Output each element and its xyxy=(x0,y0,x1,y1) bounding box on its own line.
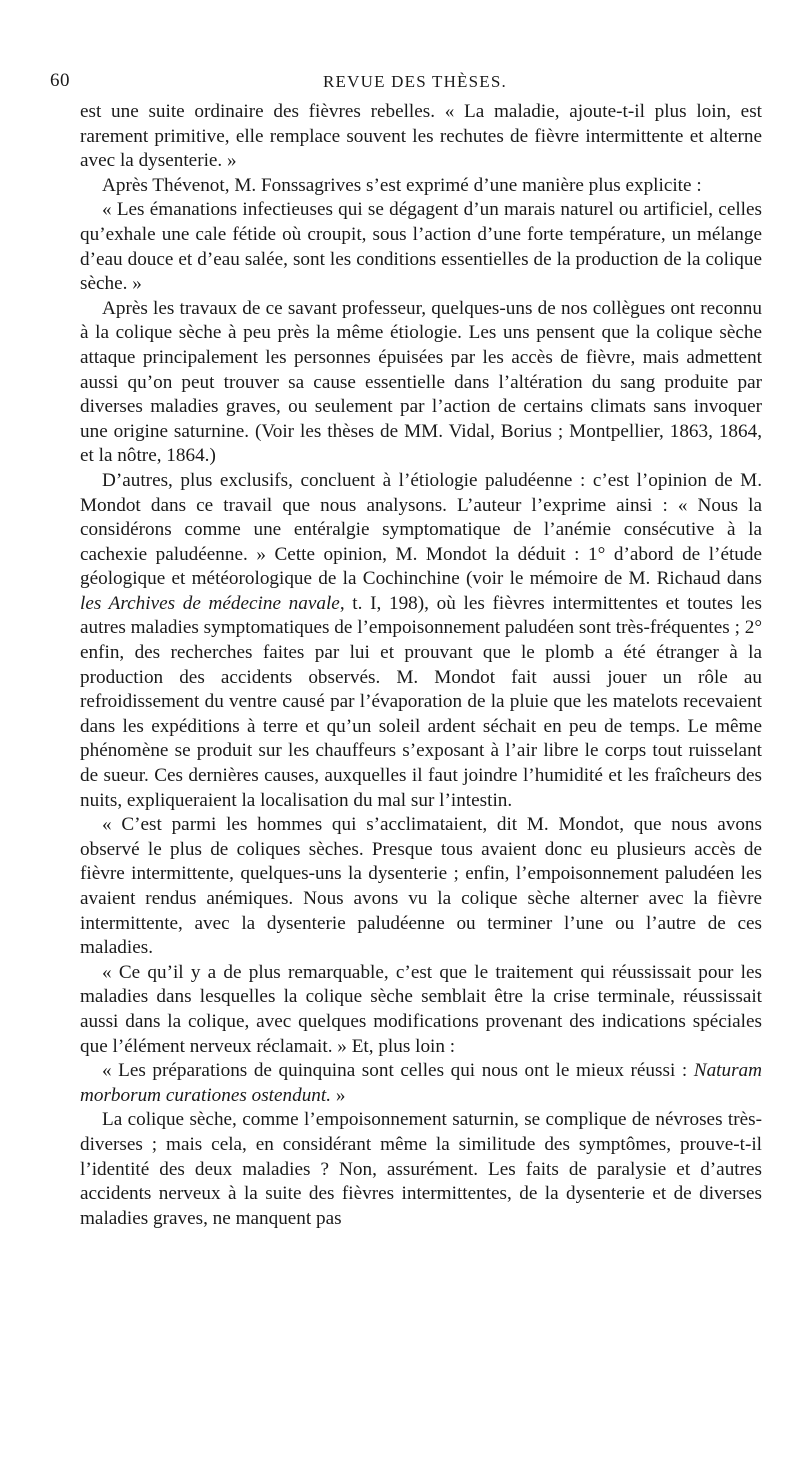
paragraph xyxy=(80,1059,762,1108)
paragraph: Après les travaux de ce savant professeur, quelques-uns de nos collègues ont reconnu à la colique sèche à peu près la même étiologie. Les uns pensent que la colique sèche attaque principalement les personnes épuisées par les accès de fièvre, mais admettent aussi qu’on peut trouver sa cause essentielle dans l’altération du sang produite par diverses maladies graves, ou seulement par l’action de certains climats sans invoquer une origine saturnine. (Voir les thèses de MM. Vidal, Borius ; Montpellier, 1863, 1864, et la nôtre, 1864.) xyxy=(80,297,762,467)
body-text xyxy=(80,100,762,1231)
paragraph-text: « Les préparations de quinquina sont celles qui nous ont le mieux réussi : xyxy=(102,1060,694,1082)
page-number: 60 xyxy=(50,70,70,91)
page-header xyxy=(50,66,760,92)
paragraph-text: , t. I, 198), où les fièvres intermittentes et toutes les autres maladies symptomatiques de l’empoisonnement paludéen sont très-fréquentes ; 2° enfin, des recherches faites par lui et prouvant que le plomb a été étranger à la production des accidents observés. M. Mondot fait aussi jouer un rôle au refroidissement du ventre causé par l’évaporation de la pluie que les matelots recevaient dans les expéditions à terre et qu’un soleil ardent séchait en peu de temps. Le même phénomène se produit sur les chauffeurs s’exposant à l’air libre le corps tout ruisselant de sueur. Ces dernières causes, auxquelles il faut joindre l’humidité et les fraîcheurs des nuits, expliqueraient la localisation du mal sur l’intestin. xyxy=(80,592,762,811)
paragraph-text: D’autres, plus exclusifs, concluent à l’étiologie paludéenne : c’est l’opinion de M. Mondot dans ce travail que nous analysons. L’auteur l’exprime ainsi : « Nous la considérons comme une entéralgie symptomatique de l’anémie consécutive à la cachexie paludéenne. » Cette opinion, M. Mondot la déduit : 1° d’abord de l’étude géologique et météorologique de la Cochinchine (voir le mémoire de M. Richaud dans xyxy=(80,469,762,590)
paragraph: « Les émanations infectieuses qui se dégagent d’un marais naturel ou artificiel, celles qu’exhale une cale fétide où croupit, sous l’action d’une forte température, un mélange d’eau douce et d’eau salée, sont les conditions essentielles de la production de la colique sèche. » xyxy=(80,199,762,295)
paragraph: « Ce qu’il y a de plus remarquable, c’est que le traitement qui réussissait pour les maladies dans lesquelles la colique sèche semblait être la crise terminale, réussissait aussi dans la colique, avec quelques modifications provenant des indications spéciales que l’élément nerveux réclamait. » Et, plus loin : xyxy=(80,961,762,1057)
paragraph: La colique sèche, comme l’empoisonnement saturnin, se complique de névroses très-diverses ; mais cela, en considérant même la similitude des symptômes, prouve-t-il l’identité des deux maladies ? Non, assurément. Les faits de paralysie et d’autres accidents nerveux à la suite des fièvres intermittentes, de la dysenterie et de diverses maladies graves, ne manquent pas xyxy=(80,1109,762,1229)
latin-quote: Naturam morborum curationes ostendunt. xyxy=(80,1060,762,1106)
paragraph: « C’est parmi les hommes qui s’acclimataient, dit M. Mondot, que nous avons observé le plus de coliques sèches. Presque tous avaient donc eu plusieurs accès de fièvre intermittente, quelques-uns la dysenterie ; enfin, l’empoisonnement paludéen les avaient rendus anémiques. Nous avons vu la colique sèche alterner avec la fièvre intermittente, avec la dysenterie paludéenne ou terminer l’une ou l’autre de ces maladies. xyxy=(80,814,762,959)
paragraph xyxy=(80,469,762,813)
paragraph: Après Thévenot, M. Fonssagrives s’est exprimé d’une manière plus explicite : xyxy=(102,174,702,196)
paragraph: est une suite ordinaire des fièvres rebelles. « La maladie, ajoute-t-il plus loin, est rarement primitive, elle remplace souvent les rechutes de fièvre intermittente et alterne avec la dysenterie. » xyxy=(80,101,762,172)
running-title: REVUE DES THÈSES. xyxy=(323,72,507,91)
paragraph-text: » xyxy=(331,1084,346,1106)
journal-title: les Archives de médecine navale xyxy=(80,592,340,614)
